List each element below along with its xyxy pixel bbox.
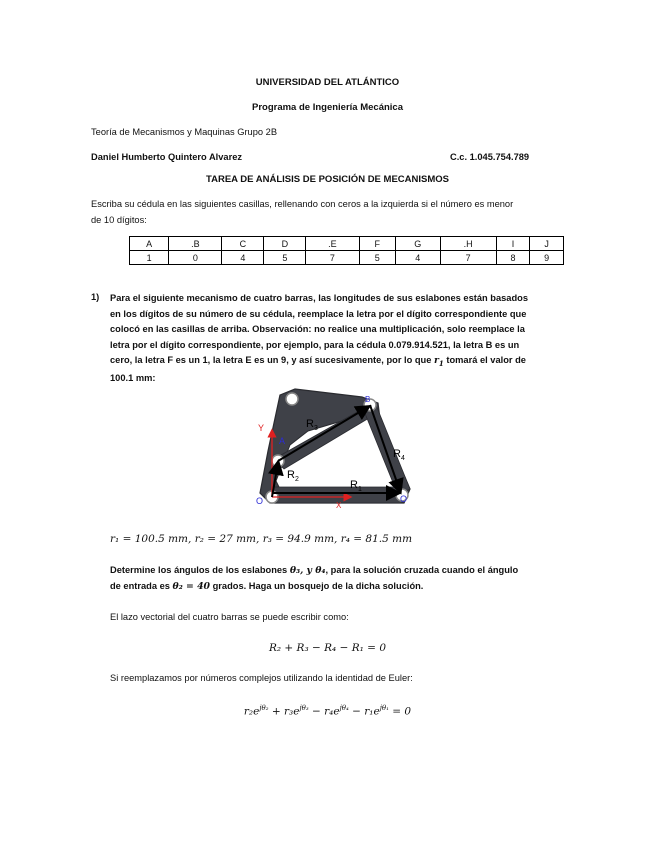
problem-line-2: en los dígitos de su número de su cédula, reemplace la letra por el dígito correspondiente que xyxy=(110,308,527,319)
problem-line-3: colocó en las casillas de arriba. Observación: no realice una multiplicación, solo reemplace la xyxy=(110,324,525,334)
label-r1: $R_1$ xyxy=(350,479,362,493)
problem-number: 1) xyxy=(91,292,100,302)
label-y: Y xyxy=(258,423,265,433)
digit-cell: 7 xyxy=(440,251,496,265)
course-line: Teoría de Mecanismos y Maquinas Grupo 2B xyxy=(91,127,278,137)
label-o2: O xyxy=(256,496,264,506)
problem-line-6: 100.1 mm: xyxy=(110,373,156,384)
digit-cell: 5 xyxy=(359,251,395,265)
id-digit-table xyxy=(129,236,564,265)
letter-cell: .E xyxy=(306,237,359,251)
top-pin-hole xyxy=(286,393,298,405)
digit-cell: 5 xyxy=(264,251,306,265)
problem-line-4: letra por el dígito correspondiente, por ejemplo, para la cédula 0.079.914.521, la letra B es un xyxy=(110,339,520,350)
digit-cell: 4 xyxy=(222,251,264,265)
label-r3: $R_3$ xyxy=(306,418,318,432)
r1-value: r₁ = 100.5 mm, xyxy=(110,533,192,545)
digit-cell: 4 xyxy=(395,251,440,265)
r3-value: r₃ = 94.9 mm, xyxy=(262,533,338,545)
letters-row xyxy=(130,237,564,251)
label-r2: $R_2$ xyxy=(287,469,299,483)
problem-line-5a: cero, la letra F es un 1, la letra E es un 9, y así sucesivamente, por lo que xyxy=(110,355,432,365)
euler-equation: $r_2e^{j\theta_2} + r_3e^{j\theta_3} - r_4e^{j\theta_4} - r_1e^{j\theta_1} = 0$ xyxy=(243,704,412,718)
problem-line-1: Para el siguiente mecanismo de cuatro barras, las longitudes de sus eslabones están basados xyxy=(110,293,528,303)
euler-text: Si reemplazamos por números complejos utilizando la identidad de Euler: xyxy=(110,673,413,683)
problem-statement xyxy=(110,291,565,387)
digit-cell: 9 xyxy=(530,251,564,265)
problem-line-5 xyxy=(110,353,565,371)
problem-line-5b: tomará el valor de xyxy=(446,355,526,365)
letter-cell: A xyxy=(130,237,169,251)
assignment-title: TAREA DE ANÁLISIS DE POSICIÓN DE MECANISMOS xyxy=(206,174,449,185)
vector-loop-equation: R₂ + R₃ − R₄ − R₁ = 0 xyxy=(268,642,387,654)
letter-cell: F xyxy=(359,237,395,251)
letter-cell: D xyxy=(264,237,306,251)
theta-2-value: θ₂ = 40 xyxy=(172,580,211,592)
r2-value: r₂ = 27 mm, xyxy=(194,533,260,545)
digits-row xyxy=(130,251,564,265)
student-id: C.c. 1.045.754.789 xyxy=(450,152,530,162)
r4-value: r₄ = 81.5 mm xyxy=(340,533,413,545)
theta-3-4: θ₃, y θ₄ xyxy=(289,565,326,576)
letter-cell: I xyxy=(496,237,530,251)
link-lengths xyxy=(110,533,412,545)
intro-paragraph xyxy=(91,197,566,228)
task-statement xyxy=(110,563,565,594)
digit-cell: 7 xyxy=(306,251,359,265)
digit-cell: 8 xyxy=(496,251,530,265)
task-line-1: Determine los ángulos de los eslabones θ₃, y θ₄, para la solución cruzada cuando el ángulo xyxy=(110,565,519,576)
digit-cell: 1 xyxy=(130,251,169,265)
digit-cell: 0 xyxy=(169,251,222,265)
r1-variable: $r_1$ xyxy=(434,355,444,368)
label-o4: O xyxy=(400,494,408,504)
label-x: X xyxy=(336,501,342,510)
letter-cell: J xyxy=(530,237,564,251)
label-b: B xyxy=(365,395,371,404)
label-r4: $R_4$ xyxy=(393,448,405,462)
university-title: UNIVERSIDAD DEL ATLÁNTICO xyxy=(255,77,400,88)
intro-line-1: Escriba su cédula en las siguientes casillas, rellenando con ceros a la izquierda si el número es menor xyxy=(91,199,514,209)
loop-text: El lazo vectorial del cuatro barras se puede escribir como: xyxy=(110,612,349,622)
four-bar-mechanism-figure xyxy=(250,381,430,511)
student-name: Daniel Humberto Quintero Alvarez xyxy=(91,152,243,162)
letter-cell: .H xyxy=(440,237,496,251)
letter-cell: C xyxy=(222,237,264,251)
task-line-2: de entrada es θ₂ = 40 grados. Haga un bosquejo de la dicha solución. xyxy=(110,580,424,592)
label-a: A xyxy=(279,436,286,446)
letter-cell: G xyxy=(395,237,440,251)
intro-line-2: de 10 dígitos: xyxy=(91,214,147,225)
letter-cell: .B xyxy=(169,237,222,251)
program-title: Programa de Ingeniería Mecánica xyxy=(251,102,403,113)
